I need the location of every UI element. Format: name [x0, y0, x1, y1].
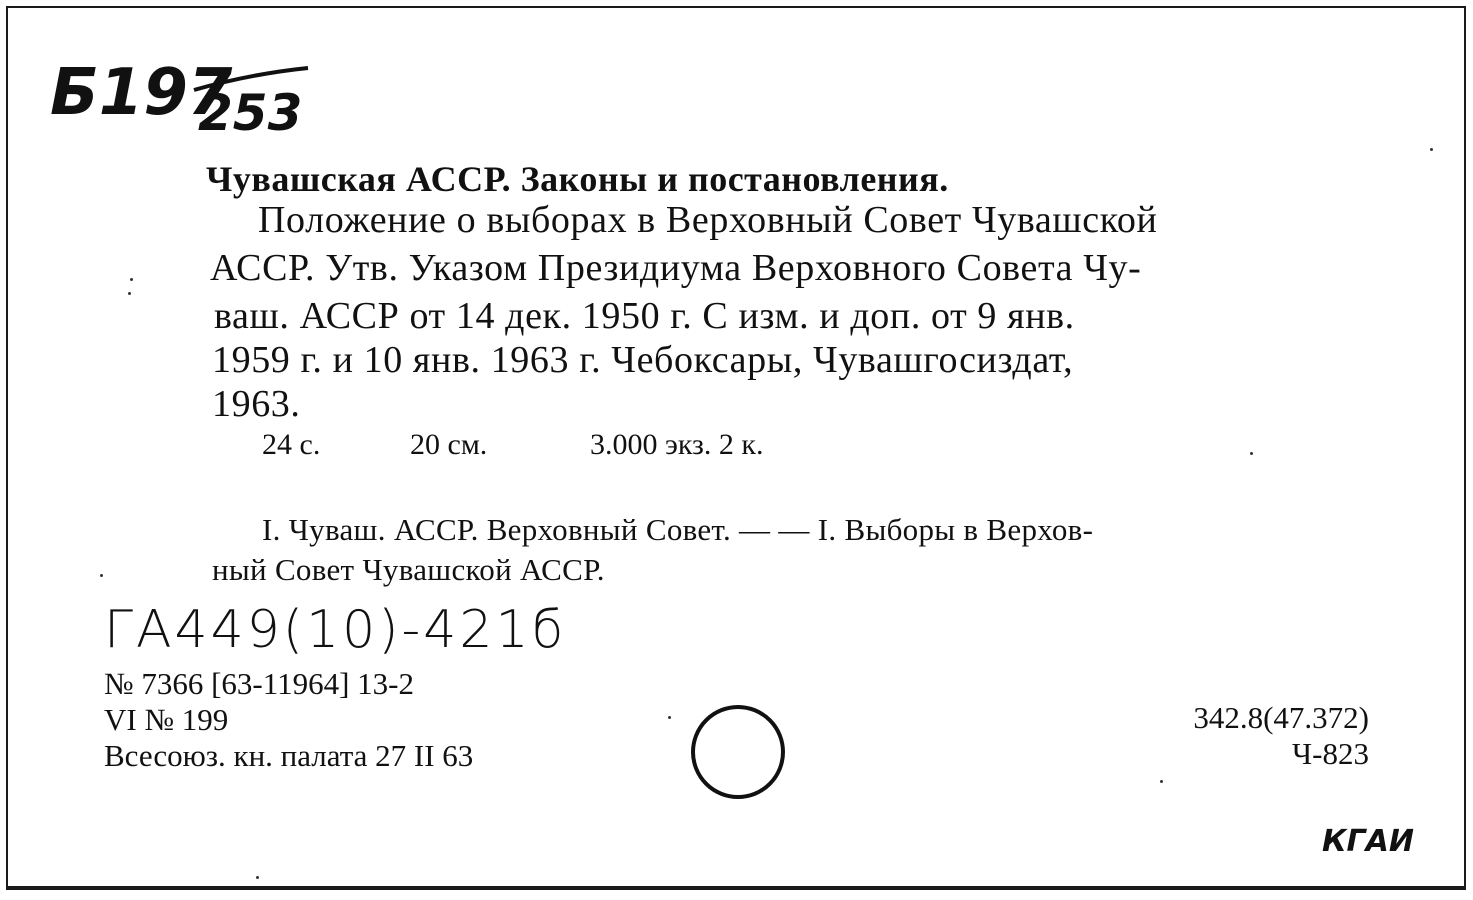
size-value: 20 см. [410, 428, 488, 461]
scan-speck [130, 278, 133, 281]
record-roman: VI № 199 [104, 702, 229, 737]
description-line: ваш. АССР от 14 дек. 1950 г. С изм. и доп. от 9 янв. [214, 295, 1075, 337]
scan-speck [1250, 452, 1253, 455]
scan-speck [100, 574, 103, 577]
scan-speck [1160, 780, 1163, 783]
book-chamber: Всесоюз. кн. палата 27 II 63 [104, 738, 474, 773]
description-line: 1963. [212, 383, 301, 425]
punch-hole [688, 702, 788, 802]
handwritten-call-number: Б197 [50, 56, 233, 130]
copies-price-value: 3.000 экз. 2 к. [590, 428, 764, 461]
description-line: 1959 г. и 10 янв. 1963 г. Чебоксары, Чувашгосиздат, [212, 339, 1074, 381]
subject-line: I. Чуваш. АССР. Верховный Совет. — — I. Выборы в Верхов- [262, 512, 1094, 547]
handwritten-initials: КГАИ [1322, 824, 1414, 859]
description-line: АССР. Утв. Указом Президиума Верховного Совета Чу- [210, 247, 1142, 289]
author-mark: Ч-823 [1292, 736, 1369, 771]
fraction-line [190, 60, 315, 100]
scan-speck [668, 716, 671, 719]
handwritten-classmark: ГА449(10)-421б [104, 600, 567, 660]
scan-speck [128, 292, 131, 295]
scan-speck [1430, 148, 1433, 151]
udc-index: 342.8(47.372) [1193, 700, 1369, 735]
record-number: № 7366 [63-11964] 13-2 [104, 666, 414, 701]
description-line: Положение о выборах в Верховный Совет Чувашской [258, 199, 1158, 241]
subject-line: ный Совет Чувашской АССР. [212, 552, 605, 587]
scan-speck [256, 876, 259, 879]
pages-value: 24 с. [262, 428, 321, 461]
handwritten-call-number-fraction: 253 [198, 84, 303, 142]
card-heading: Чувашская АССР. Законы и постановления. [206, 159, 949, 199]
